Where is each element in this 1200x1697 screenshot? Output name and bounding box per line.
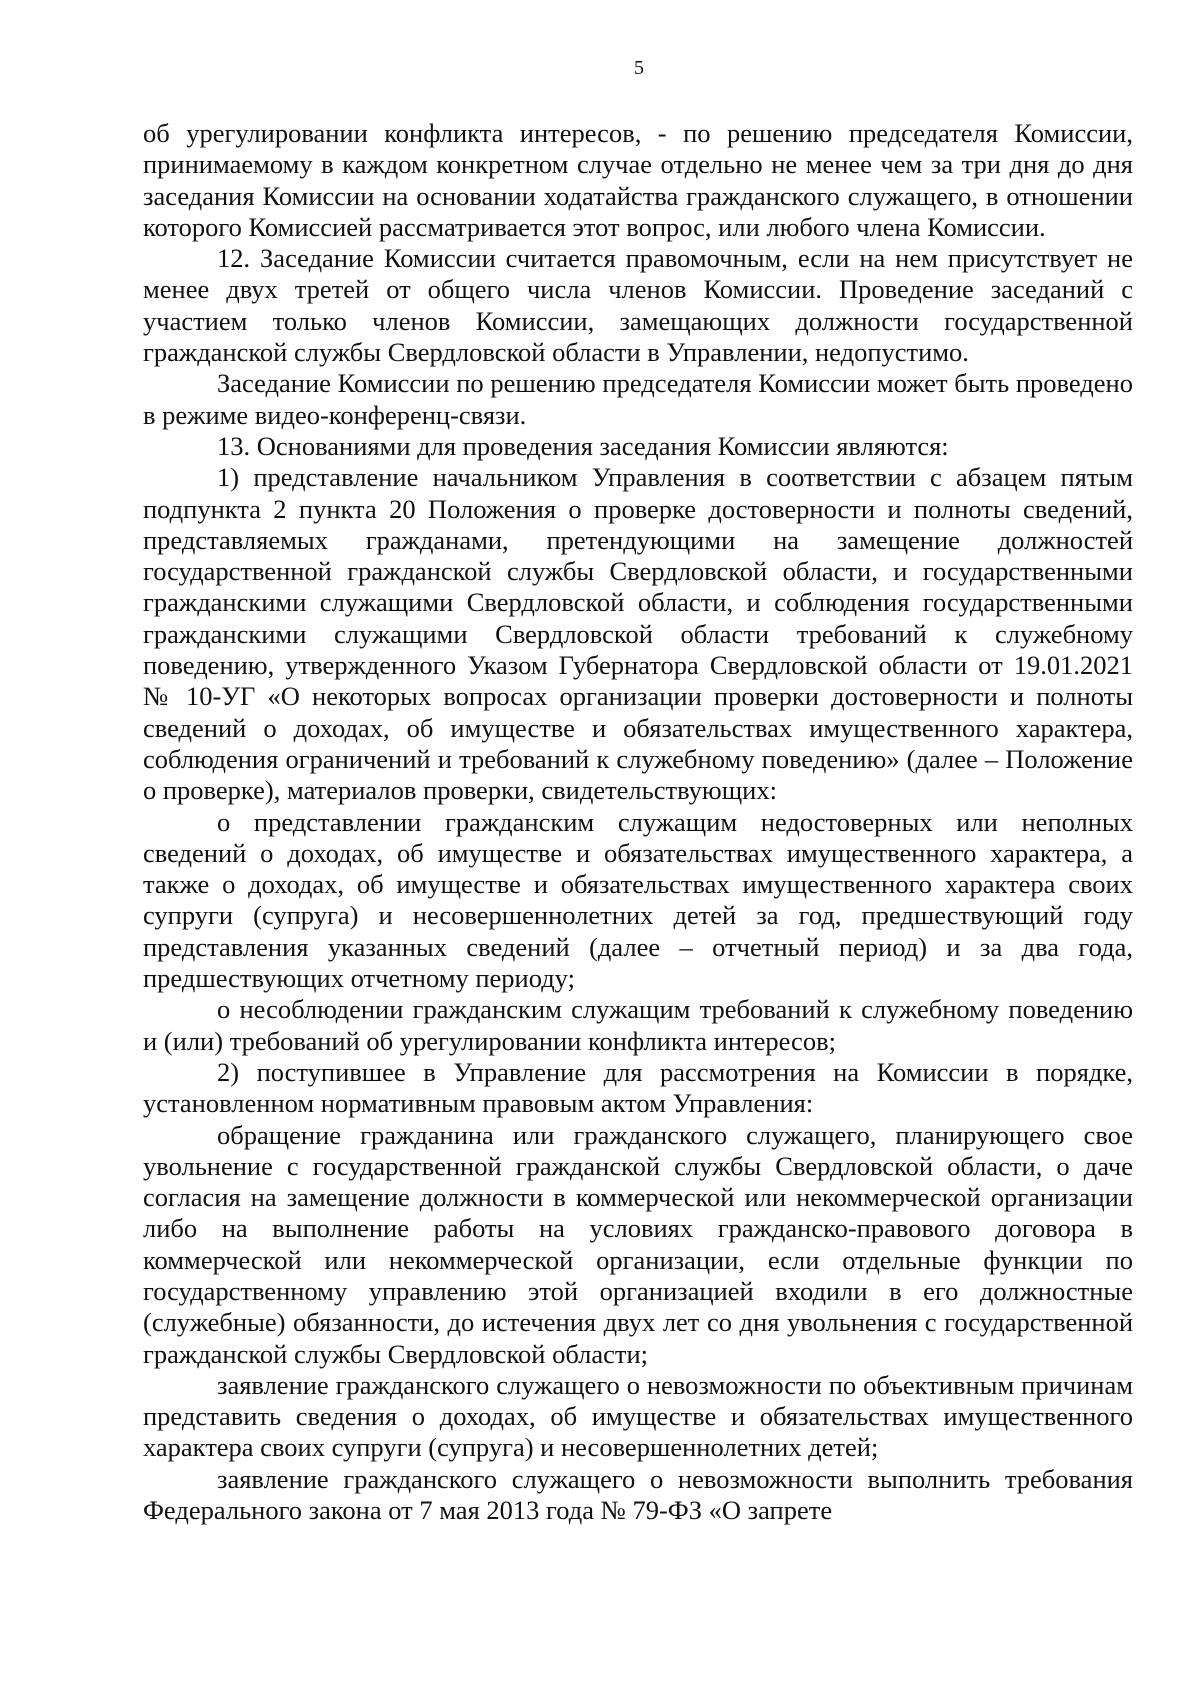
paragraph-12-quorum: 12. Заседание Комиссии считается правомочным, если на нем присутствует не менее двух третей от общего числа членов Комиссии. Проведение заседаний с участием только членов Комиссии, замещающих должности государственной гражданской службы Свердловской области в Управлении, недопустимо. <box>143 243 1133 368</box>
paragraph-noncompliance: о несоблюдении гражданским служащим требований к служебному поведению и (или) требований об урегулировании конфликта интересов; <box>143 994 1133 1056</box>
paragraph-employment-consent: обращение гражданина или гражданского служащего, планирующего свое увольнение с государственной гражданской службы Свердловской области, о даче согласия на замещение должности в коммерческой или некоммерческой организации либо на выполнение работы на условиях гражданско-правового договора в коммерческой или некоммерческой организации, если отдельные функции по государственному управлению этой организацией входили в его должностные (служебные) обязанности, до истечения двух лет со дня увольнения с государственной гражданской службы Свердловской области; <box>143 1119 1133 1369</box>
paragraph-video-conference: Заседание Комиссии по решению председателя Комиссии может быть проведено в режиме видео-конференц-связи. <box>143 368 1133 430</box>
paragraph-income-statement: заявление гражданского служащего о невозможности по объективным причинам представить сведения о доходах, об имуществе и обязательствах имущественного характера своих супруги (супруга) и несовершеннолетних детей; <box>143 1369 1133 1463</box>
page-number: 5 <box>634 57 644 79</box>
document-body <box>143 118 1133 1526</box>
paragraph-false-information: о представлении гражданским служащим недостоверных или неполных сведений о доходах, об имуществе и обязательствах имущественного характера, а также о доходах, об имуществе и обязательствах имущественного характера своих супруги (супруга) и несовершеннолетних детей за год, предшествующий году представления указанных сведений (далее – отчетный период) и за два года, предшествующих отчетному периоду; <box>143 806 1133 994</box>
paragraph-13-2-received: 2) поступившее в Управление для рассмотрения на Комиссии в порядке, установленном нормативным правовым актом Управления: <box>143 1056 1133 1119</box>
paragraph-13-1-submission: 1) представление начальником Управления в соответствии с абзацем пятым подпункта 2 пункта 20 Положения о проверке достоверности и полноты сведений, представляемых гражданами, претендующими на замещение должностей государственной гражданской службы Свердловской области, и государственными гражданскими служащими Свердловской области, и соблюдения государственными гражданскими служащими Свердловской области требований к служебному поведению, утвержденного Указом Губернатора Свердловской области от 19.01.2021 № 10-УГ «О некоторых вопросах организации проверки достоверности и полноты сведений о доходах, об имуществе и обязательствах имущественного характера, соблюдения ограничений и требований к служебному поведению» (далее – Положение о проверке), материалов проверки, свидетельствующих: <box>143 462 1133 806</box>
paragraph-conflict-continuation: об урегулировании конфликта интересов, - по решению председателя Комиссии, принимаемому в каждом конкретном случае отдельно не менее чем за три дня до дня заседания Комиссии на основании ходатайства гражданского служащего, в отношении которого Комиссией рассматривается этот вопрос, или любого члена Комиссии. <box>143 118 1133 242</box>
paragraph-79fz-statement: заявление гражданского служащего о невозможности выполнить требования Федерального закона от 7 мая 2013 года № 79-ФЗ «О запрете <box>143 1463 1133 1526</box>
paragraph-13-grounds: 13. Основаниями для проведения заседания Комиссии являются: <box>217 430 949 461</box>
